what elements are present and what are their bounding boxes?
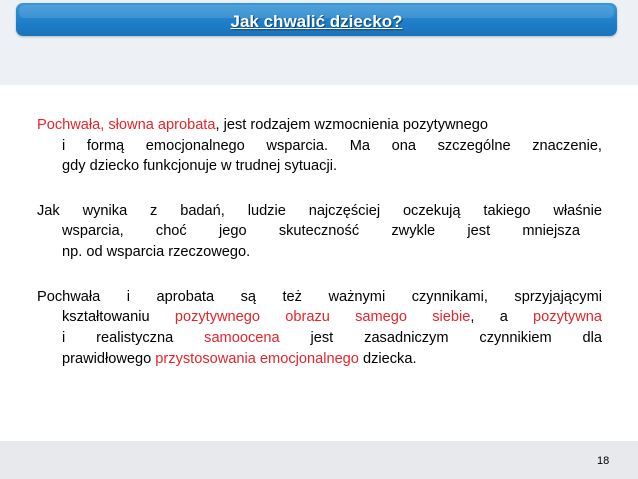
paragraph-3-line-2	[62, 308, 602, 326]
paragraph-1-line-1	[37, 116, 488, 134]
text-span: , a	[470, 309, 534, 325]
paragraph-3-line-4	[62, 350, 417, 368]
text-span: jest zasadniczym czynnikiem dla	[279, 330, 602, 346]
highlight-text: pozytywnego obrazu samego siebie	[174, 309, 471, 325]
paragraph-3-line-1: Pochwała i aprobata są też ważnymi czynnikami, sprzyjającymi	[37, 289, 602, 305]
text-span: , jest rodzajem wzmocnienia pozytywnego	[215, 117, 489, 133]
page-number: 18	[597, 455, 610, 467]
paragraph-1-line-2: i formą emocjonalnego wsparcia. Ma ona szczególne znaczenie,	[62, 138, 602, 154]
footer-band	[0, 441, 638, 479]
paragraph-1-line-3: gdy dziecko funkcjonuje w trudnej sytuacji.	[62, 158, 337, 174]
highlight-text: przystosowania emocjonalnego	[155, 351, 359, 367]
text-span: prawidłowego	[62, 351, 156, 367]
paragraph-2-line-1: Jak wynika z badań, ludzie najczęściej oczekują takiego właśnie	[37, 203, 602, 219]
highlight-text: samoocena	[204, 330, 280, 346]
paragraph-3-line-3	[62, 329, 602, 347]
text-span: i realistyczna	[62, 330, 205, 346]
paragraph-2-line-3: np. od wsparcia rzeczowego.	[62, 244, 251, 260]
text-span: dziecka.	[358, 351, 417, 367]
highlight-text: pozytywna	[533, 309, 602, 325]
highlight-text: Pochwała, słowna aprobata	[37, 117, 216, 133]
text-span: kształtowaniu	[62, 309, 175, 325]
slide-title: Jak chwalić dziecko?	[230, 12, 403, 31]
paragraph-2-line-2: wsparcia, choć jego skuteczność zwykle jest mniejsza	[62, 223, 580, 239]
